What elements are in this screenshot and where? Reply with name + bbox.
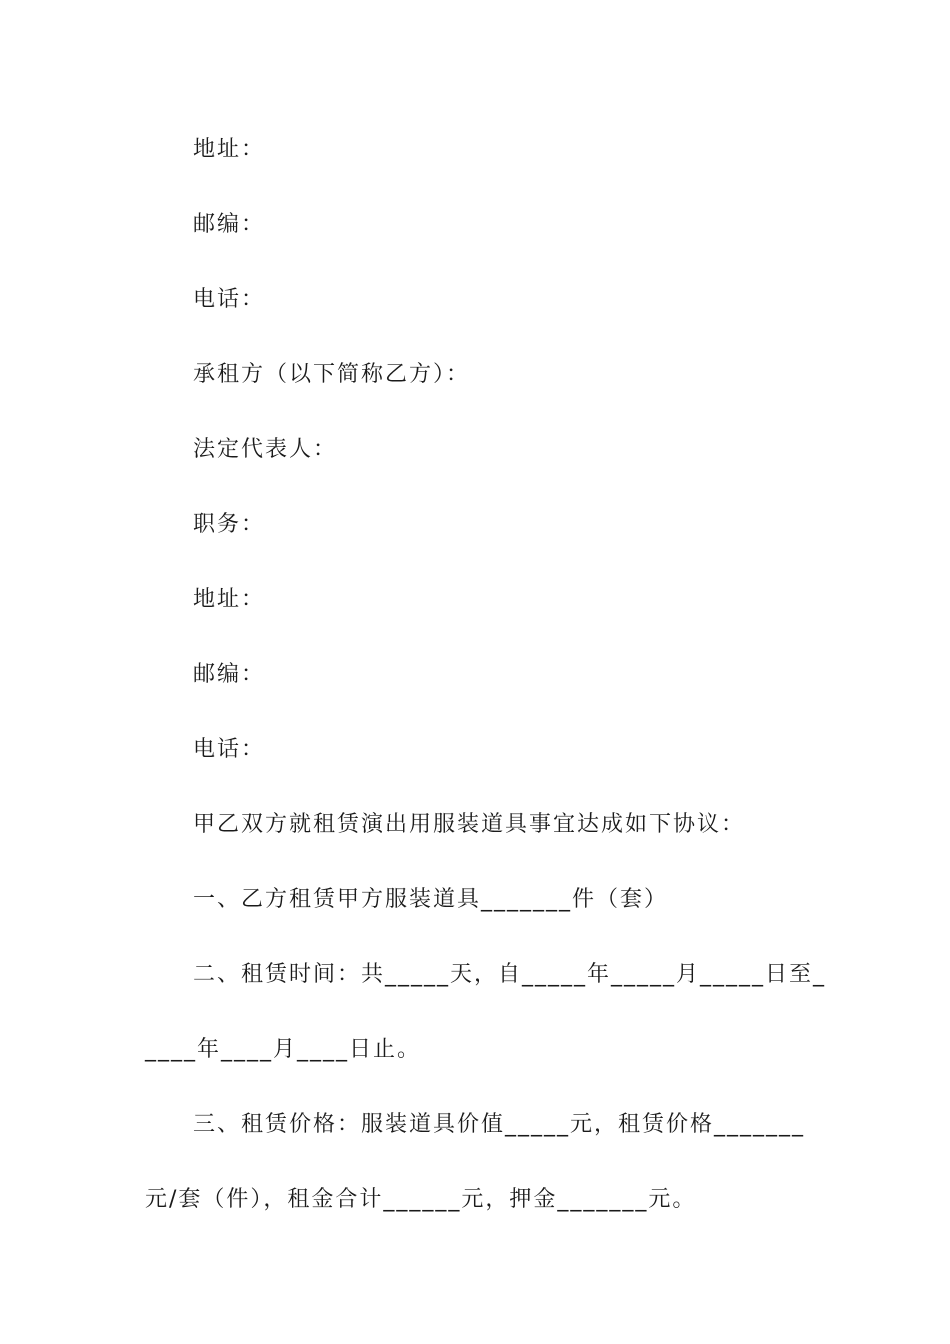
lessor-phone-label: 电话：	[193, 287, 266, 312]
lessee-heading: 承租方（以下简称乙方）：	[193, 362, 471, 387]
position-label: 职务：	[193, 512, 266, 537]
clause-3-line-2: 元/套（件），租金合计______元，押金_______元。	[145, 1187, 697, 1212]
lessor-address-label: 地址：	[193, 137, 266, 162]
lessee-postcode-label: 邮编：	[193, 662, 266, 687]
legal-representative-label: 法定代表人：	[193, 437, 338, 462]
clause-2-line-2: ____年____月____日止。	[145, 1037, 422, 1062]
agreement-intro: 甲乙双方就租赁演出用服装道具事宜达成如下协议：	[193, 812, 746, 837]
clause-2-line-1: 二、租赁时间：共_____天，自_____年_____月_____日至_	[193, 962, 827, 987]
clause-3-line-1: 三、租赁价格：服装道具价值_____元，租赁价格_______	[193, 1112, 806, 1137]
lessor-postcode-label: 邮编：	[193, 212, 266, 237]
clause-1: 一、乙方租赁甲方服装道具_______件（套）	[193, 887, 669, 912]
lessee-phone-label: 电话：	[193, 737, 266, 762]
lessee-address-label: 地址：	[193, 587, 266, 612]
